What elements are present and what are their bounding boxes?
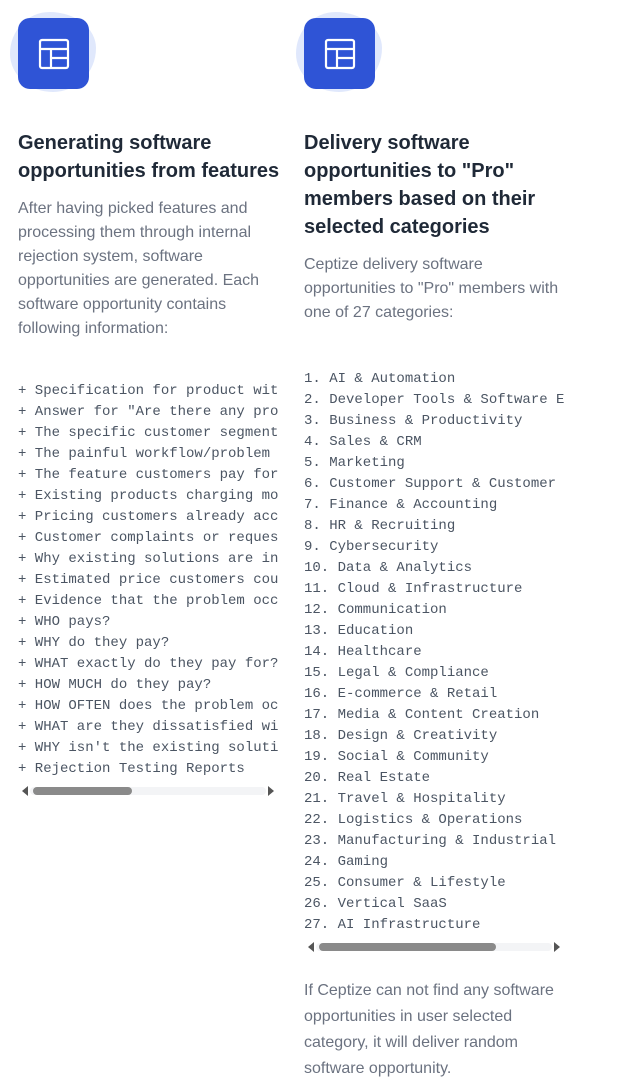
card-title: Delivery software opportunities to "Pro" members based on their selected categories (304, 132, 536, 238)
scroll-left-arrow-icon[interactable] (22, 786, 28, 796)
scroll-right-arrow-icon[interactable] (268, 786, 274, 796)
category-list-item: 9. Cybersecurity (304, 539, 439, 555)
info-list-item: + Customer complaints or reques (18, 530, 278, 546)
category-list-item: 18. Design & Creativity (304, 728, 498, 744)
category-list-item: 15. Legal & Compliance (304, 665, 489, 681)
info-list-item: + WHO pays? (18, 614, 111, 630)
info-list-item: + Rejection Testing Reports (18, 761, 245, 777)
category-list-item: 12. Communication (304, 602, 447, 618)
category-list (304, 369, 564, 936)
info-list-item: + The specific customer segment (18, 425, 278, 441)
info-list-item: + HOW OFTEN does the problem oc (18, 698, 278, 714)
category-list-item: 26. Vertical SaaS (304, 896, 447, 912)
category-list-item: 13. Education (304, 623, 414, 639)
category-list-item: 10. Data & Analytics (304, 560, 473, 576)
category-list-item: 5. Marketing (304, 455, 405, 471)
info-list-item: + WHAT exactly do they pay for? (18, 656, 278, 672)
info-list (18, 381, 278, 780)
info-list-item: + Existing products charging mo (18, 488, 278, 504)
card-title: Generating software opportunities from features (18, 132, 280, 182)
category-list-item: 6. Customer Support & Customer (304, 476, 557, 492)
info-list-item: + WHY isn't the existing soluti (18, 740, 278, 756)
info-list-item: + Pricing customers already acc (18, 509, 278, 525)
category-list-item: 27. AI Infrastructure (304, 917, 481, 933)
info-list-item: + Estimated price customers cou (18, 572, 278, 588)
layout-table-icon (304, 18, 375, 89)
category-list-item: 21. Travel & Hospitality (304, 791, 506, 807)
category-list-item: 1. AI & Automation (304, 371, 456, 387)
category-list-item: 7. Finance & Accounting (304, 497, 498, 513)
fallback-note: If Ceptize can not find any software opportunities in user selected category, it will deliver random software opportunity. (304, 982, 554, 1077)
scrollbar-thumb[interactable] (33, 787, 132, 795)
card-description: After having picked features and processing them through internal rejection system, software opportunities are generated. Each software opportunity contains following information: (18, 200, 260, 337)
info-list-item: + WHAT are they dissatisfied wi (18, 719, 278, 735)
category-list-code-block[interactable] (304, 369, 564, 936)
category-list-item: 3. Business & Productivity (304, 413, 523, 429)
info-list-item: + Evidence that the problem occ (18, 593, 278, 609)
category-list-item: 8. HR & Recruiting (304, 518, 456, 534)
info-list-item: + Answer for "Are there any pro (18, 404, 278, 420)
feature-card-delivery (304, 0, 566, 1082)
category-list-item: 22. Logistics & Operations (304, 812, 523, 828)
horizontal-scrollbar[interactable] (18, 784, 278, 798)
category-list-item: 20. Real Estate (304, 770, 431, 786)
info-list-item: + The feature customers pay for (18, 467, 278, 483)
info-list-item: + Specification for product wit (18, 383, 278, 399)
feature-icon-container (304, 18, 376, 90)
category-list-item: 11. Cloud & Infrastructure (304, 581, 523, 597)
category-list-item: 19. Social & Community (304, 749, 489, 765)
category-list-item: 4. Sales & CRM (304, 434, 422, 450)
category-list-item: 23. Manufacturing & Industrial (304, 833, 557, 849)
category-list-item: 2. Developer Tools & Software E (304, 392, 564, 408)
info-list-item: + The painful workflow/problem (18, 446, 271, 462)
feature-icon-container (18, 18, 90, 90)
category-list-item: 14. Healthcare (304, 644, 422, 660)
scroll-left-arrow-icon[interactable] (308, 942, 314, 952)
info-list-item: + Why existing solutions are in (18, 551, 278, 567)
scrollbar-thumb[interactable] (319, 943, 496, 951)
scroll-right-arrow-icon[interactable] (554, 942, 560, 952)
category-list-item: 16. E-commerce & Retail (304, 686, 498, 702)
layout-table-icon (18, 18, 89, 89)
category-list-item: 25. Consumer & Lifestyle (304, 875, 506, 891)
category-list-item: 24. Gaming (304, 854, 389, 870)
feature-card-generating (18, 0, 280, 798)
horizontal-scrollbar[interactable] (304, 940, 564, 954)
info-list-item: + HOW MUCH do they pay? (18, 677, 212, 693)
card-description: Ceptize delivery software opportunities to "Pro" members with one of 27 categories: (304, 256, 559, 321)
category-list-item: 17. Media & Content Creation (304, 707, 540, 723)
info-list-item: + WHY do they pay? (18, 635, 170, 651)
info-list-code-block[interactable] (18, 381, 278, 780)
